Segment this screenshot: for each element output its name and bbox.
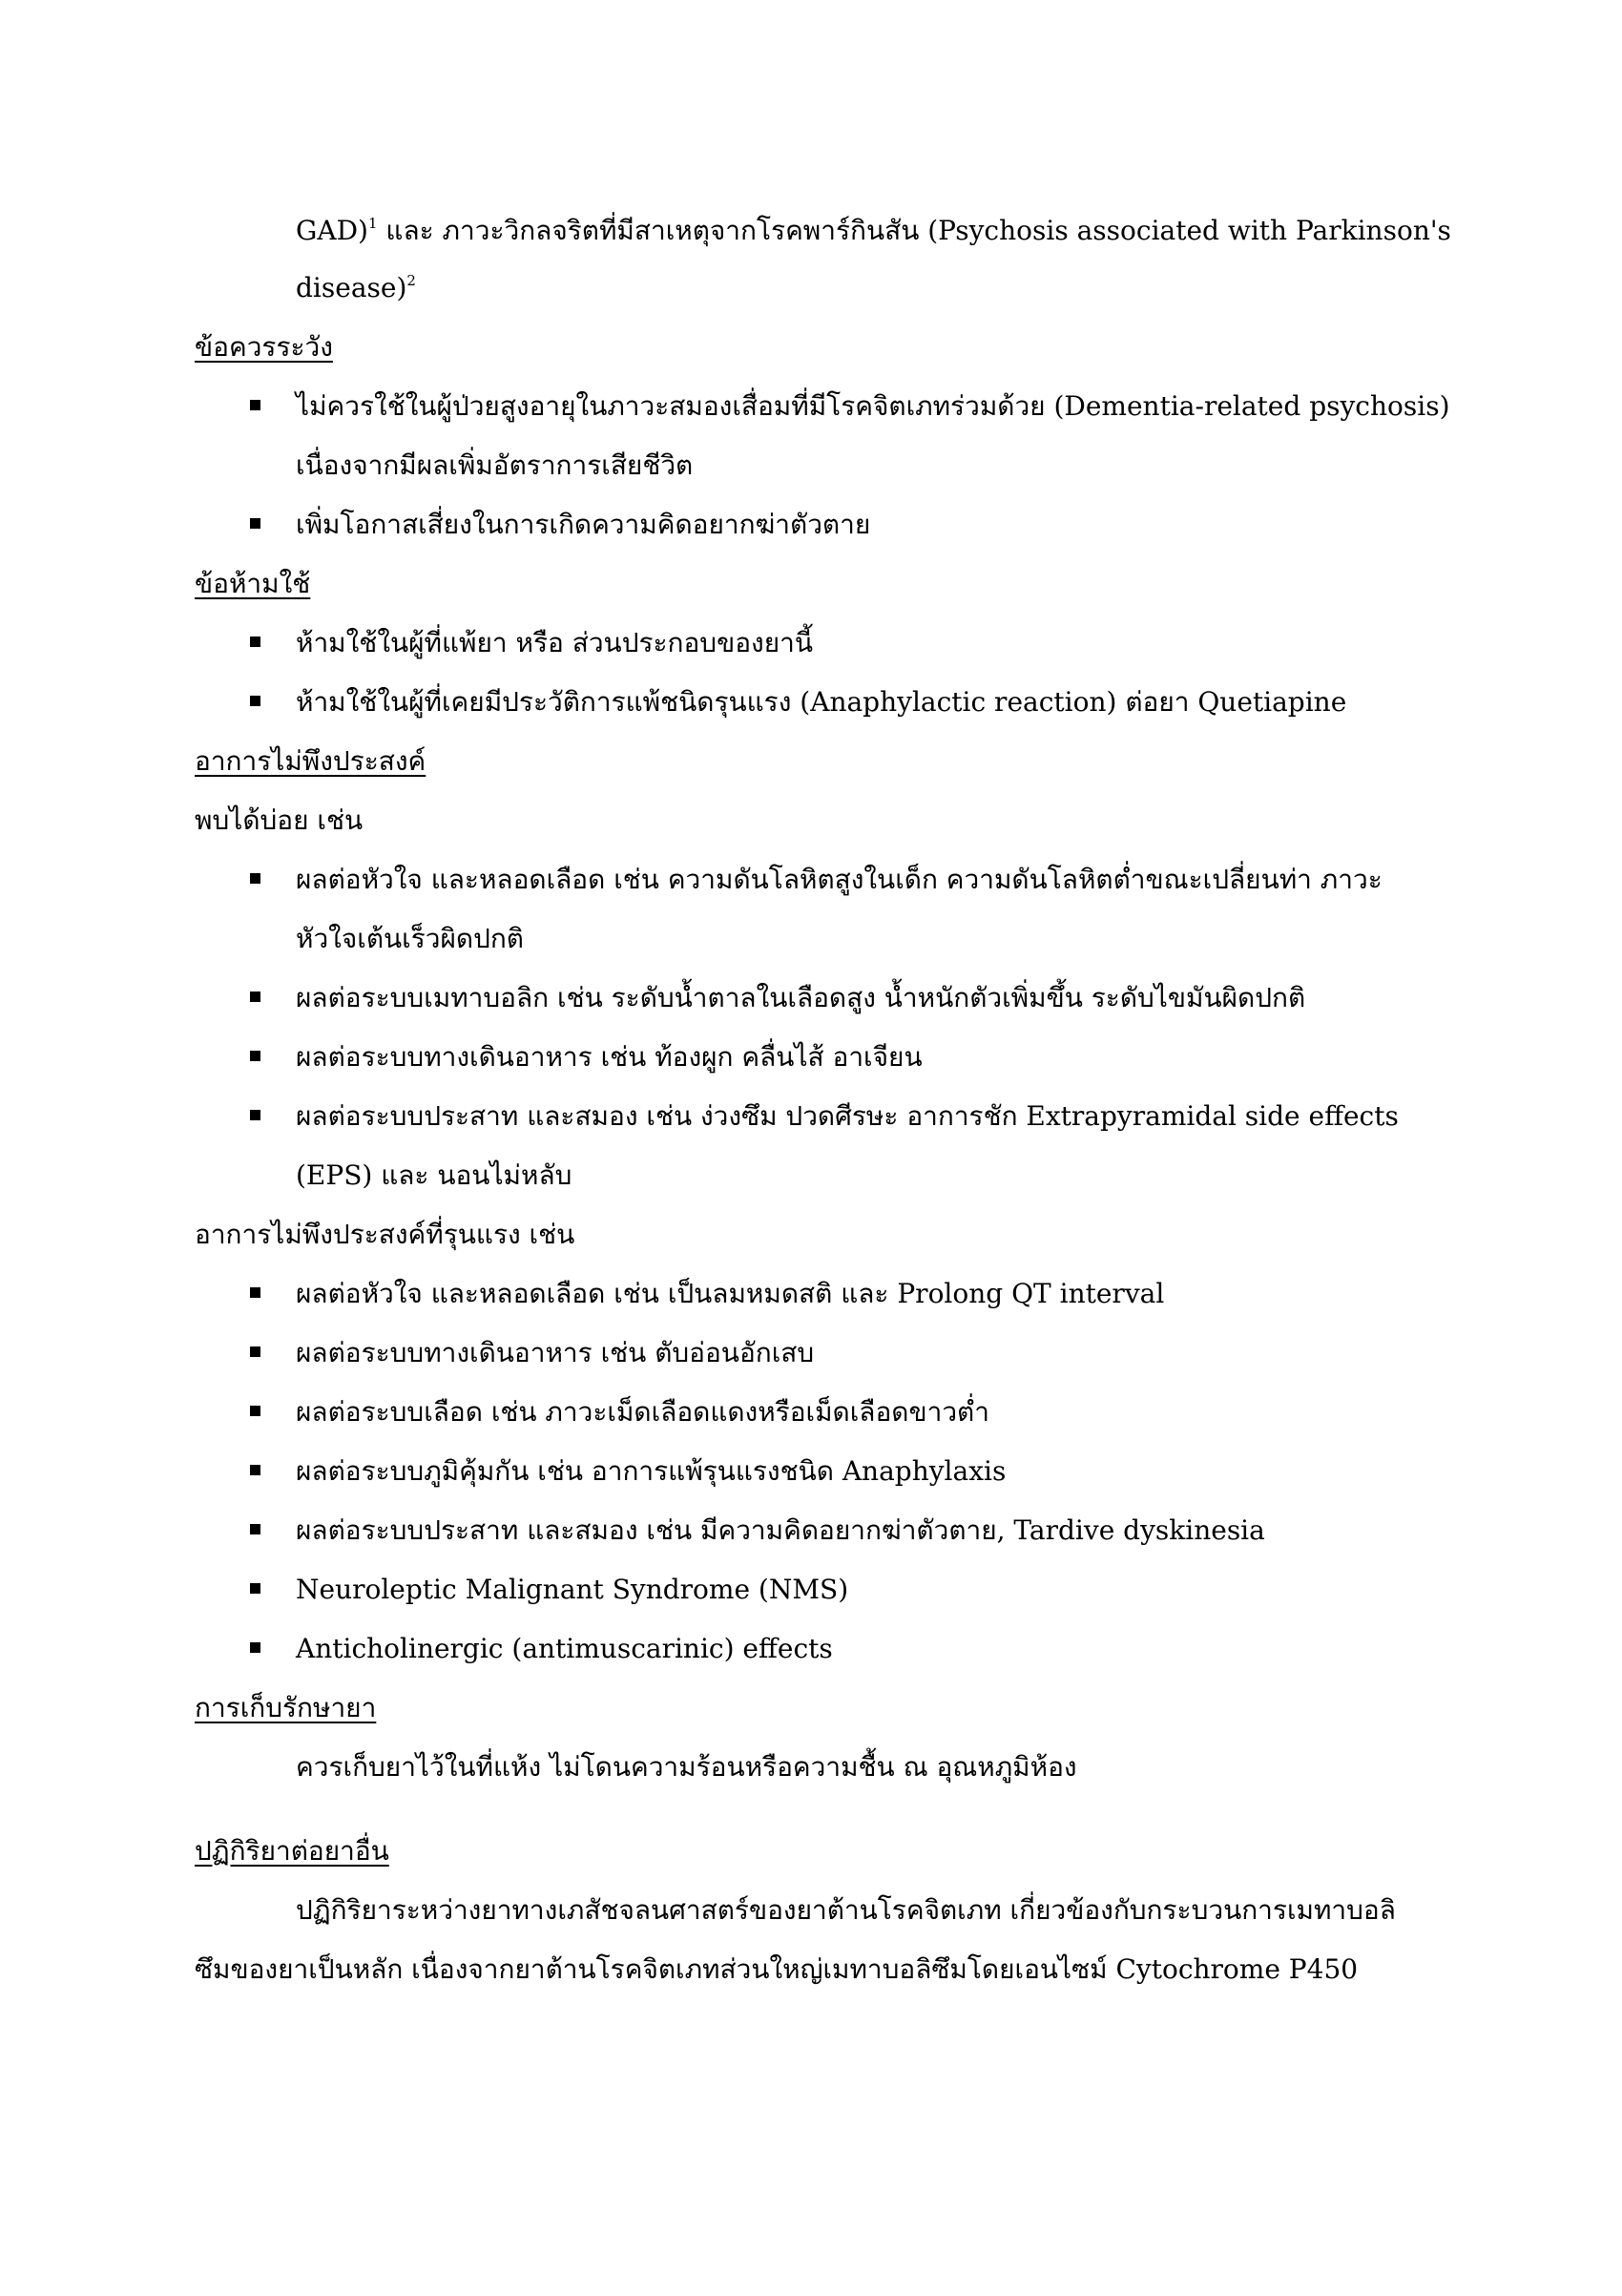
footnote-ref-1: 1 — [367, 215, 378, 232]
bullet-square-icon — [250, 991, 260, 1002]
footnote-ref-2: 2 — [406, 272, 416, 289]
bullet-square-icon — [250, 873, 260, 884]
intro-text-c: disease) — [296, 272, 407, 303]
storage-heading: การเก็บรักษายา — [195, 1692, 377, 1723]
common-effect-text: ผลต่อระบบเมทาบอลิก เช่น ระดับน้ำตาลในเลือดสูง น้ำหนักตัวเพิ่มขึ้น ระดับไขมันผิดปกติ — [296, 982, 1306, 1013]
bullet-square-icon — [250, 637, 260, 647]
interactions-line-2: ซึมของยาเป็นหลัก เนื่องจากยาต้านโรคจิตเภทส่วนใหญ่เมทาบอลิซึมโดยเอนไซม์ Cytochrome P450 — [195, 1953, 1359, 1985]
interactions-heading: ปฏิกิริยาต่อยาอื่น — [195, 1835, 389, 1867]
common-effect-continuation: (EPS) และ นอนไม่หลับ — [296, 1159, 572, 1191]
bullet-square-icon — [250, 1583, 260, 1594]
common-effect-text: ผลต่อหัวใจ และหลอดเลือด เช่น ความดันโลหิตสูงในเด็ก ความดันโลหิตต่ำขณะเปลี่ยนท่า ภาวะ — [296, 864, 1383, 895]
severe-effect-text: Anticholinergic (antimuscarinic) effects — [296, 1633, 833, 1664]
severe-effect-text: ผลต่อหัวใจ และหลอดเลือด เช่น เป็นลมหมดสติ และ Prolong QT interval — [296, 1278, 1165, 1309]
contraindications-heading: ข้อห้ามใช้ — [195, 568, 311, 599]
bullet-square-icon — [250, 1051, 260, 1061]
severe-effect-text: ผลต่อระบบเลือด เช่น ภาวะเม็ดเลือดแดงหรือเม็ดเลือดขาวต่ำ — [296, 1396, 989, 1428]
precaution-text: เพิ่มโอกาสเสี่ยงในการเกิดความคิดอยากฆ่าตัวตาย — [296, 509, 871, 540]
bullet-square-icon — [250, 400, 260, 410]
contraindication-text: ห้ามใช้ในผู้ที่เคยมีประวัติการแพ้ชนิดรุนแรง (Anaphylactic reaction) ต่อยา Quetiapine — [296, 686, 1347, 718]
bullet-square-icon — [250, 1346, 260, 1357]
intro-line-1 — [296, 212, 1451, 250]
severe-effect-text: Neuroleptic Malignant Syndrome (NMS) — [296, 1574, 849, 1605]
bullet-square-icon — [250, 1642, 260, 1653]
common-effect-text: ผลต่อระบบทางเดินอาหาร เช่น ท้องผูก คลื่นไส้ อาเจียน — [296, 1041, 923, 1073]
interactions-line-1: ปฏิกิริยาระหว่างยาทางเภสัชจลนศาสตร์ของยาต้านโรคจิตเภท เกี่ยวข้องกับกระบวนการเมทาบอลิ — [296, 1894, 1396, 1926]
bullet-square-icon — [250, 518, 260, 529]
bullet-square-icon — [250, 1465, 260, 1475]
precaution-continuation: เนื่องจากมีผลเพิ่มอัตราการเสียชีวิต — [296, 449, 694, 481]
bullet-square-icon — [250, 1287, 260, 1298]
bullet-square-icon — [250, 696, 260, 706]
precaution-text: ไม่ควรใช้ในผู้ป่วยสูงอายุในภาวะสมองเสื่อมที่มีโรคจิตเภทร่วมด้วย (Dementia-related psychosis) — [296, 390, 1450, 422]
bullet-square-icon — [250, 1110, 260, 1120]
intro-line-2 — [296, 269, 416, 307]
intro-text-a: GAD) — [296, 215, 368, 246]
bullet-square-icon — [250, 1524, 260, 1534]
intro-text-b: และ ภาวะวิกลจริตที่มีสาเหตุจากโรคพาร์กินสัน (Psychosis associated with Parkinson's — [377, 215, 1451, 246]
storage-text: ควรเก็บยาไว้ในที่แห้ง ไม่โดนความร้อนหรือความชื้น ณ อุณหภูมิห้อง — [296, 1751, 1077, 1783]
precautions-heading: ข้อควรระวัง — [195, 331, 333, 363]
common-effects-label: พบได้บ่อย เช่น — [195, 804, 364, 836]
severe-effect-text: ผลต่อระบบภูมิคุ้มกัน เช่น อาการแพ้รุนแรงชนิด Anaphylaxis — [296, 1455, 1007, 1487]
contraindication-text: ห้ามใช้ในผู้ที่แพ้ยา หรือ ส่วนประกอบของยานี้ — [296, 627, 813, 658]
bullet-square-icon — [250, 1406, 260, 1416]
common-effect-continuation: หัวใจเต้นเร็วผิดปกติ — [296, 923, 524, 954]
adverse-effects-heading: อาการไม่พึงประสงค์ — [195, 745, 426, 777]
common-effect-text: ผลต่อระบบประสาท และสมอง เช่น ง่วงซึม ปวดศีรษะ อาการชัก Extrapyramidal side effects — [296, 1100, 1399, 1132]
severe-effects-label: อาการไม่พึงประสงค์ที่รุนแรง เช่น — [195, 1219, 575, 1250]
severe-effect-text: ผลต่อระบบประสาท และสมอง เช่น มีความคิดอยากฆ่าตัวตาย, Tardive dyskinesia — [296, 1514, 1265, 1546]
severe-effect-text: ผลต่อระบบทางเดินอาหาร เช่น ตับอ่อนอักเสบ — [296, 1337, 815, 1368]
